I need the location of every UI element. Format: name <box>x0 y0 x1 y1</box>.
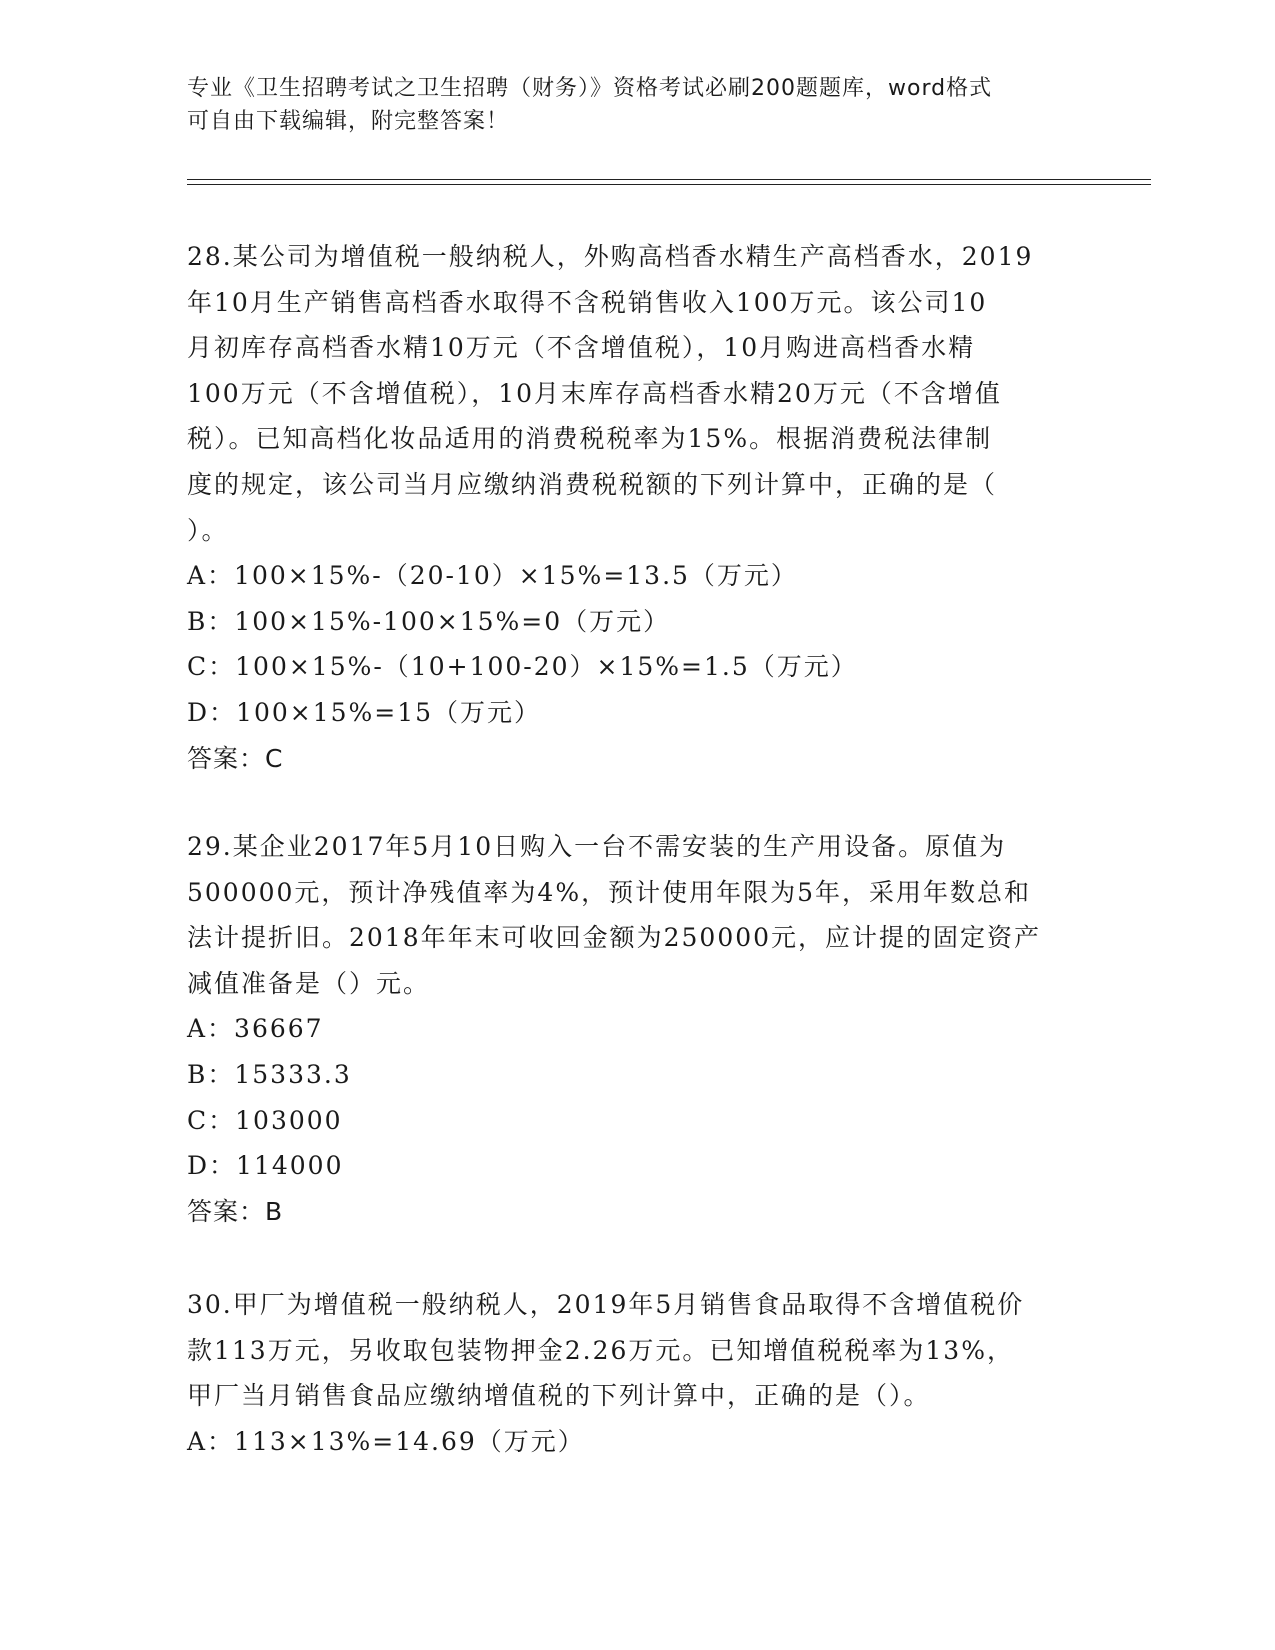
option-a: A：100×15%-（20-10）×15%=13.5（万元） <box>187 561 798 591</box>
option-b: B：100×15%-100×15%=0（万元） <box>187 606 671 636</box>
question-stem-line: 减值准备是（）元。 <box>187 968 431 998</box>
question-29 <box>187 824 1087 1234</box>
option-d: D：100×15%=15（万元） <box>187 697 542 727</box>
option-a: A：36667 <box>187 1014 324 1044</box>
option-a: A：113×13%=14.69（万元） <box>187 1426 585 1456</box>
answer-label: 答案：B <box>187 1196 284 1226</box>
option-c: C：103000 <box>187 1105 343 1135</box>
question-stem-line: 税）。已知高档化妆品适用的消费税税率为15%。根据消费税法律制 <box>187 424 993 454</box>
question-28 <box>187 234 1087 781</box>
header-line: 可自由下载编辑，附完整答案！ <box>187 109 510 134</box>
document-header <box>187 72 1087 138</box>
answer-label: 答案：C <box>187 743 284 773</box>
question-stem-line: 30.甲厂为增值税一般纳税人，2019年5月销售食品取得不含增值税价 <box>187 1290 1025 1319</box>
question-stem-line: 月初库存高档香水精10万元（不含增值税），10月购进高档香水精 <box>187 333 976 363</box>
question-stem-line: 28.某公司为增值税一般纳税人，外购高档香水精生产高档香水，2019 <box>187 242 1034 271</box>
question-stem-line: 年10月生产销售高档香水取得不含税销售收入100万元。该公司10 <box>187 287 988 317</box>
question-stem-line: 法计提折旧。2018年年末可收回金额为250000元，应计提的固定资产 <box>187 923 1042 953</box>
header-divider <box>187 179 1151 180</box>
question-stem-line: 29.某企业2017年5月10日购入一台不需安装的生产用设备。原值为 <box>187 832 1007 861</box>
question-stem-line: 甲厂当月销售食品应缴纳增值税的下列计算中，正确的是（）。 <box>187 1381 931 1411</box>
header-line: 专业《卫生招聘考试之卫生招聘（财务）》资格考试必刷200题题库，word格式 <box>187 76 993 101</box>
question-stem-line: 度的规定，该公司当月应缴纳消费税税额的下列计算中，正确的是（ <box>187 469 998 499</box>
option-c: C：100×15%-（10+100-20）×15%=1.5（万元） <box>187 652 858 682</box>
header-divider <box>187 184 1151 185</box>
question-30 <box>187 1282 1087 1464</box>
question-stem-line: 款113万元，另收取包装物押金2.26万元。已知增值税税率为13%， <box>187 1335 1014 1365</box>
question-stem-line: ）。 <box>187 515 229 545</box>
option-b: B：15333.3 <box>187 1059 352 1089</box>
question-stem-line: 100万元（不含增值税），10月末库存高档香水精20万元（不含增值 <box>187 378 1002 408</box>
question-stem-line: 500000元，预计净残值率为4%，预计使用年限为5年，采用年数总和 <box>187 877 1032 907</box>
option-d: D：114000 <box>187 1151 344 1181</box>
